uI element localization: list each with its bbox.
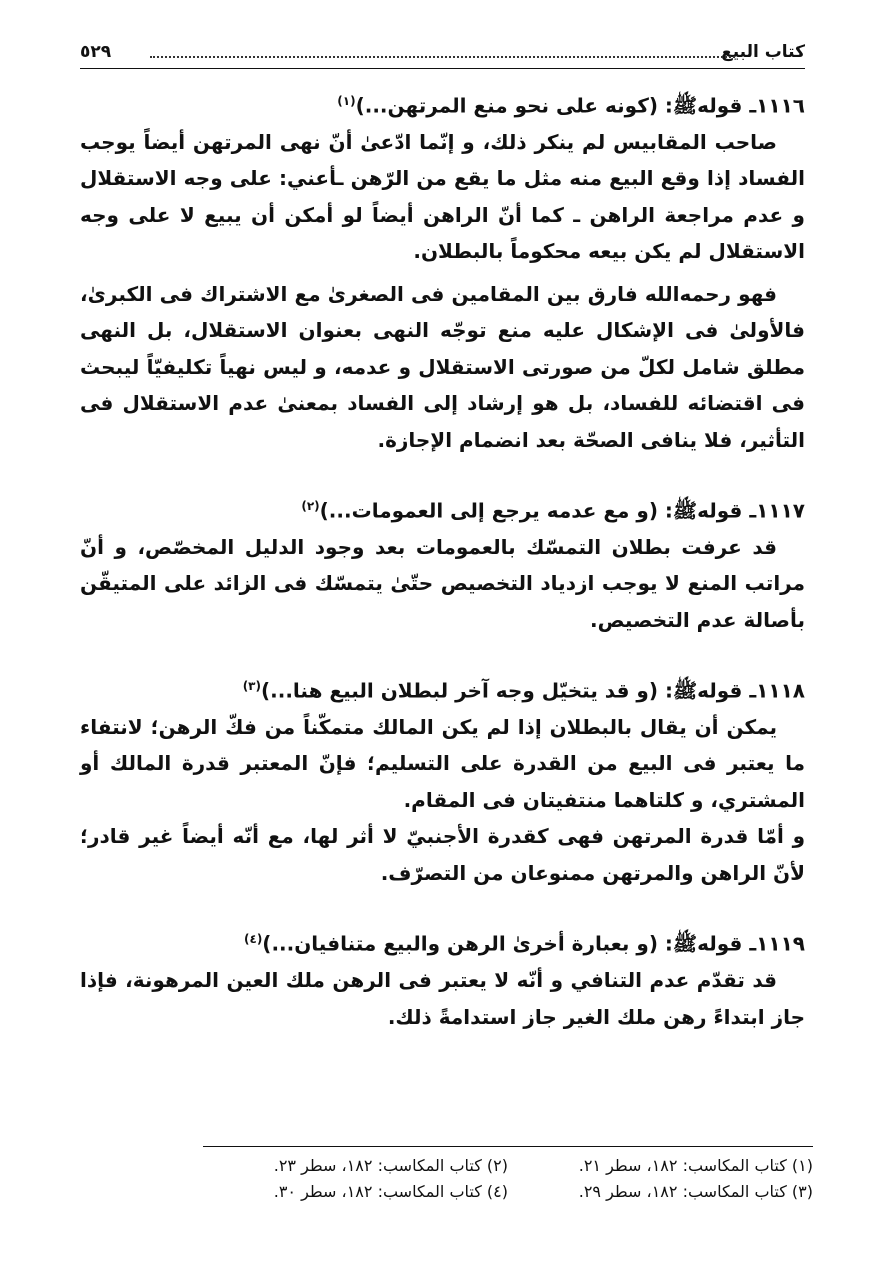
- paragraph: قد تقدّم عدم التنافي و أنّه لا يعتبر فى الرهن ملك العين المرهونة، فإذا جاز ابتداءً رهن ملك الغير جاز استدامةً ذلك.: [80, 968, 805, 1029]
- entry-1119: [80, 921, 805, 1035]
- paragraph: يمكن أن يقال بالبطلان إذا لم يكن المالك متمكّناً من فكّ الرهن؛ لانتفاء ما يعتبر فى البيع من القدرة على التسليم؛ فإنّ المعتبر قدرة المالك أو المشتري، و كلتاهما منتفيتان فى المقام.: [80, 714, 805, 812]
- entry-1116: [80, 83, 805, 458]
- entry-heading-text: ١١١٩ـ قوله‌ﷺ: (و بعبارة أخرىٰ الرهن والبيع متنافيان...): [262, 932, 805, 957]
- entry-heading-text: ١١١٧ـ قوله‌ﷺ: (و مع عدمه يرجع إلى العمومات...): [319, 498, 805, 523]
- footnote-row: [203, 1153, 813, 1179]
- entry-1118: [80, 668, 805, 891]
- entry-heading: [80, 488, 805, 529]
- page-body: [80, 38, 805, 1035]
- footnote-ref: (٢): [301, 499, 320, 514]
- footnote-4: (٤) كتاب المكاسب: ١٨٢، سطر ٣٠.: [273, 1182, 508, 1201]
- footnotes: [203, 1146, 813, 1205]
- entry-heading-text: ١١١٦ـ قوله‌ﷺ: (كونه على نحو منع المرتهن...): [355, 93, 805, 118]
- footnote-1: (١) كتاب المكاسب: ١٨٢، سطر ٢١.: [578, 1156, 813, 1175]
- running-header: [80, 38, 805, 69]
- paragraph: و أمّا قدرة المرتهن فهى كقدرة الأجنبيّ لا أثر لها، مع أنّه أيضاً غير قادر؛ لأنّ الراهن والمرتهن ممنوعان من التصرّف.: [80, 824, 805, 885]
- entry-heading-text: ١١١٨ـ قوله‌ﷺ: (و قد يتخيّل وجه آخر لبطلان البيع هنا...): [260, 678, 805, 703]
- footnote-ref: (٣): [242, 679, 261, 694]
- dot-leader: [150, 44, 735, 58]
- entry-1117: [80, 488, 805, 638]
- paragraph: صاحب المقابيس لم ينكر ذلك، و إنّما ادّعىٰ أنّ نهى المرتهن أيضاً يوجب الفساد إذا وقع البيع منه مثل ما يقع من الرّهن ـأعني: على وجه الاستقلال و عدم مراجعة الراهن ـ كما أنّ الراهن أيضاً لو أمكن أن يبيع لا على وجه الاستقلال لم يكن بيعه محكوماً بالبطلان.: [80, 129, 805, 264]
- entry-heading: [80, 668, 805, 709]
- paragraph: قد عرفت بطلان التمسّك بالعمومات بعد وجود الدليل المخصّص، و أنّ مراتب المنع لا يوجب ازدياد التخصيص حتّىٰ يتمسّك فى الزائد على المتيقّن بأصالة عدم التخصيص.: [80, 534, 805, 632]
- page-number: ٥٢٩: [80, 42, 112, 62]
- footnote-3: (٣) كتاب المكاسب: ١٨٢، سطر ٢٩.: [578, 1182, 813, 1201]
- entry-heading: [80, 83, 805, 124]
- footnote-2: (٢) كتاب المكاسب: ١٨٢، سطر ٢٣.: [273, 1156, 508, 1175]
- book-title: كتاب البيع: [721, 42, 805, 62]
- footnote-ref: (٤): [244, 932, 263, 947]
- paragraph: فهو رحمه‌الله فارق بين المقامين فى الصغرىٰ مع الاشتراك فى الكبرىٰ، فالأولىٰ فى الإشكال عليه منع توجّه النهى بعنوان الاستقلال، بل النهى مطلق شامل لكلّ من صورتى الاستقلال و عدمه، و ليس نهياً تكليفيّاً ليبحث فى اقتضائه للفساد، بل هو إرشاد إلى الفساد بمعنىٰ عدم الاستقلال فى التأثير، فلا ينافى الصحّة بعد انضمام الإجازة.: [80, 281, 805, 452]
- footnote-ref: (١): [337, 94, 356, 108]
- footnote-row: [203, 1179, 813, 1205]
- entry-heading: [80, 921, 805, 962]
